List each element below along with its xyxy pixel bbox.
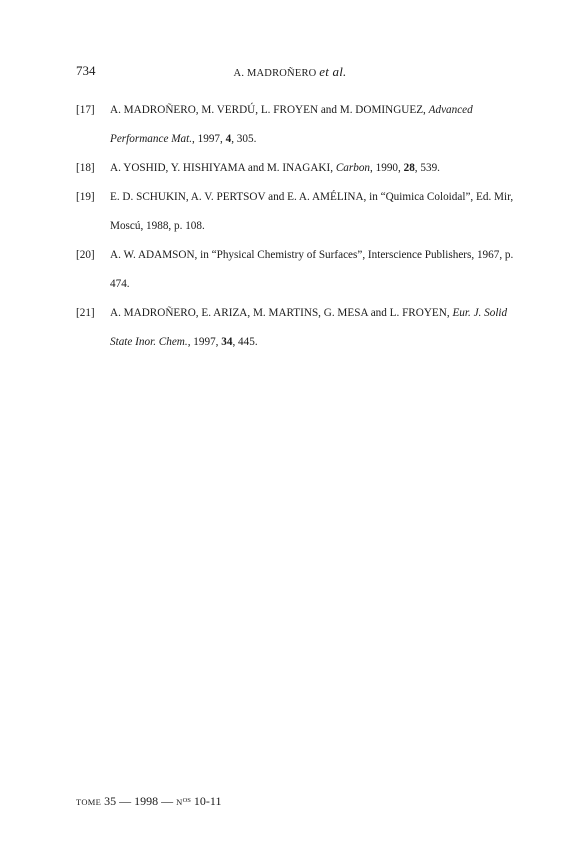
reference-volume: 4 [225,133,232,145]
reference-number: [18] [76,162,95,174]
reference-text [110,104,473,145]
reference-part: A. W. ADAMSON, in “Physical Chemistry of Surfaces”, Interscience Publishers, 1967, p. 474. [110,249,514,290]
reference-part: E. D. SCHUKIN, A. V. PERTSOV and E. A. AMÉLINA, in “Quimica Coloidal”, Ed. Mir, Moscú, 1988, p. 108. [110,191,514,232]
reference-number: [20] [76,249,95,261]
page-number: 734 [76,63,96,78]
reference-item [76,183,516,241]
footer-nos-text: 10-11 [190,794,222,808]
footer-nos-sup: OS [182,797,191,804]
running-head-author: A. MADROÑERO [233,68,317,79]
reference-italic-part: Carbon [335,162,371,174]
footer-tome-label: TOME [76,797,102,807]
reference-part: A. MADROÑERO, M. VERDÚ, L. FROYEN and M. DOMINGUEZ, [110,104,429,116]
running-head-etal: et al. [319,64,347,79]
reference-text [110,307,507,348]
reference-item [76,241,516,299]
reference-item [76,154,516,183]
reference-part: , 445. [232,336,258,348]
reference-item [76,96,516,154]
reference-part: , 1990, [370,162,404,174]
reference-text [110,249,513,290]
page-header [76,63,504,79]
reference-volume: 34 [221,336,233,348]
footer-tome-text: 35 — 1998 — [101,794,177,808]
reference-volume: 28 [403,162,415,174]
reference-part: A. MADROÑERO, E. ARIZA, M. MARTINS, G. MESA and L. FROYEN, [110,307,453,319]
reference-part: , 1997, [192,133,226,145]
footer-nos-label: N [176,797,183,807]
reference-italic-part: Advanced Performance Mat. [110,104,473,145]
reference-item [76,299,516,357]
reference-italic-part: Eur. J. Solid State Inor. Chem. [110,307,508,348]
reference-number: [19] [76,191,95,203]
reference-part: , 1997, [187,336,222,348]
reference-number: [21] [76,307,95,319]
running-head [76,64,504,80]
reference-part: , 539. [414,162,440,174]
reference-part: A. YOSHID, Y. HISHIYAMA and M. INAGAKI, [110,162,336,174]
reference-text [110,191,513,232]
reference-text [110,162,440,174]
reference-part: , 305. [231,133,257,145]
reference-number: [17] [76,104,95,116]
page-footer [76,794,221,809]
reference-list [76,96,516,357]
